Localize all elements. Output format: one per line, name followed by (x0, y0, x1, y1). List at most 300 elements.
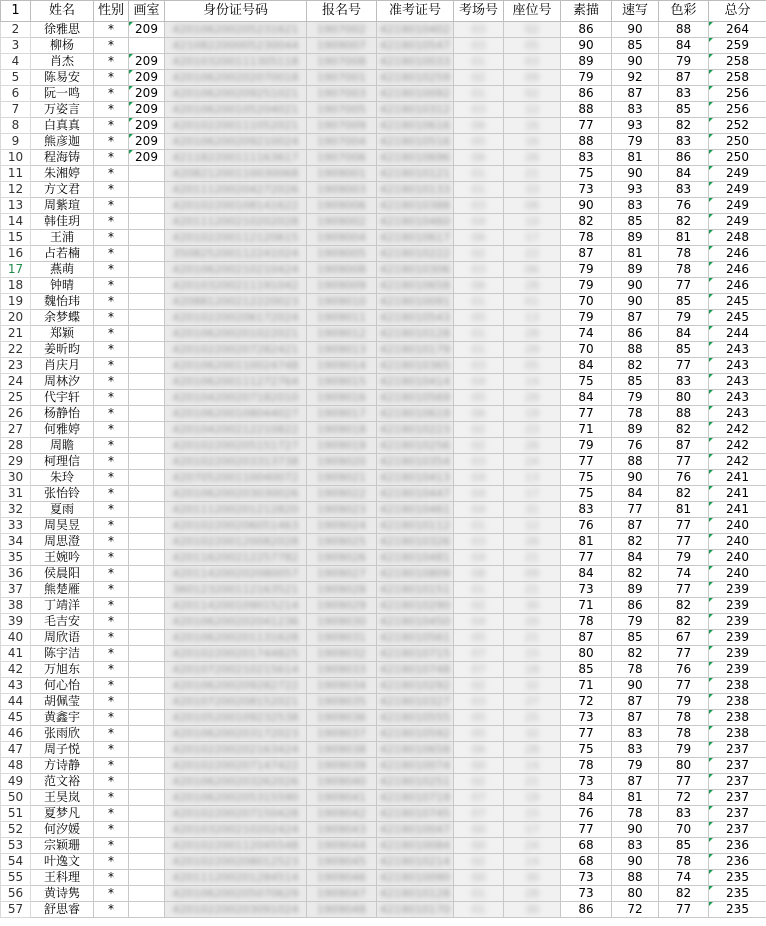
cell-admission-no[interactable] (377, 806, 454, 822)
cell-total[interactable]: 236 (709, 838, 766, 854)
cell-sex[interactable]: * (94, 342, 129, 358)
cell-studio[interactable]: 209 (129, 70, 165, 86)
cell-id-number[interactable] (165, 582, 307, 598)
cell-quick-sketch[interactable]: 83 (612, 726, 659, 742)
cell-exam-room[interactable] (454, 38, 504, 54)
cell-studio[interactable] (129, 438, 165, 454)
cell-sex[interactable]: * (94, 438, 129, 454)
cell-quick-sketch[interactable]: 78 (612, 406, 659, 422)
cell-seat-no[interactable] (504, 342, 561, 358)
cell-color[interactable]: 82 (659, 422, 709, 438)
cell-quick-sketch[interactable]: 87 (612, 518, 659, 534)
row-number[interactable]: 29 (1, 454, 31, 470)
cell-registration-no[interactable] (307, 758, 377, 774)
cell-id-number[interactable] (165, 566, 307, 582)
row-number[interactable]: 26 (1, 406, 31, 422)
cell-exam-room[interactable] (454, 534, 504, 550)
cell-admission-no[interactable] (377, 262, 454, 278)
cell-seat-no[interactable] (504, 134, 561, 150)
cell-seat-no[interactable] (504, 150, 561, 166)
cell-seat-no[interactable] (504, 102, 561, 118)
cell-quick-sketch[interactable]: 82 (612, 646, 659, 662)
cell-color[interactable]: 83 (659, 134, 709, 150)
cell-admission-no[interactable] (377, 358, 454, 374)
cell-sex[interactable]: * (94, 486, 129, 502)
cell-color[interactable]: 87 (659, 438, 709, 454)
cell-sketch[interactable]: 70 (561, 342, 612, 358)
cell-seat-no[interactable] (504, 438, 561, 454)
row-number[interactable]: 7 (1, 102, 31, 118)
cell-sketch[interactable]: 88 (561, 134, 612, 150)
cell-name[interactable]: 周紫瑄 (31, 198, 94, 214)
cell-registration-no[interactable] (307, 582, 377, 598)
cell-admission-no[interactable] (377, 38, 454, 54)
cell-registration-no[interactable] (307, 230, 377, 246)
cell-exam-room[interactable] (454, 406, 504, 422)
cell-exam-room[interactable] (454, 118, 504, 134)
cell-id-number[interactable] (165, 614, 307, 630)
cell-name[interactable]: 王科理 (31, 870, 94, 886)
cell-seat-no[interactable] (504, 758, 561, 774)
cell-sketch[interactable]: 84 (561, 566, 612, 582)
cell-registration-no[interactable] (307, 614, 377, 630)
row-number[interactable]: 51 (1, 806, 31, 822)
cell-exam-room[interactable] (454, 246, 504, 262)
cell-name[interactable]: 余梦蝶 (31, 310, 94, 326)
cell-studio[interactable] (129, 358, 165, 374)
cell-total[interactable]: 238 (709, 726, 766, 742)
row-number[interactable]: 40 (1, 630, 31, 646)
cell-exam-room[interactable] (454, 22, 504, 38)
cell-studio[interactable] (129, 758, 165, 774)
cell-registration-no[interactable] (307, 806, 377, 822)
cell-sex[interactable]: * (94, 294, 129, 310)
cell-studio[interactable] (129, 454, 165, 470)
cell-sketch[interactable]: 84 (561, 358, 612, 374)
cell-id-number[interactable] (165, 726, 307, 742)
cell-studio[interactable] (129, 678, 165, 694)
cell-seat-no[interactable] (504, 230, 561, 246)
cell-seat-no[interactable] (504, 886, 561, 902)
cell-exam-room[interactable] (454, 726, 504, 742)
row-number[interactable]: 23 (1, 358, 31, 374)
cell-quick-sketch[interactable]: 83 (612, 102, 659, 118)
cell-sketch[interactable]: 79 (561, 310, 612, 326)
cell-id-number[interactable] (165, 166, 307, 182)
cell-color[interactable]: 77 (659, 646, 709, 662)
cell-registration-no[interactable] (307, 598, 377, 614)
cell-registration-no[interactable] (307, 310, 377, 326)
cell-registration-no[interactable] (307, 38, 377, 54)
cell-admission-no[interactable] (377, 374, 454, 390)
cell-admission-no[interactable] (377, 454, 454, 470)
row-number[interactable]: 12 (1, 182, 31, 198)
cell-name[interactable]: 钟晴 (31, 278, 94, 294)
cell-exam-room[interactable] (454, 54, 504, 70)
cell-name[interactable]: 何汐媛 (31, 822, 94, 838)
cell-exam-room[interactable] (454, 310, 504, 326)
cell-registration-no[interactable] (307, 486, 377, 502)
cell-id-number[interactable] (165, 854, 307, 870)
cell-sex[interactable]: * (94, 102, 129, 118)
cell-quick-sketch[interactable]: 79 (612, 134, 659, 150)
cell-color[interactable]: 82 (659, 598, 709, 614)
cell-sketch[interactable]: 79 (561, 262, 612, 278)
cell-admission-no[interactable] (377, 902, 454, 918)
cell-seat-no[interactable] (504, 182, 561, 198)
cell-admission-no[interactable] (377, 102, 454, 118)
cell-registration-no[interactable] (307, 198, 377, 214)
cell-registration-no[interactable] (307, 902, 377, 918)
cell-studio[interactable] (129, 662, 165, 678)
cell-admission-no[interactable] (377, 678, 454, 694)
cell-total[interactable]: 238 (709, 678, 766, 694)
cell-seat-no[interactable] (504, 310, 561, 326)
cell-sketch[interactable]: 86 (561, 86, 612, 102)
cell-registration-no[interactable] (307, 678, 377, 694)
cell-registration-no[interactable] (307, 422, 377, 438)
cell-color[interactable]: 77 (659, 278, 709, 294)
col-header-id-number[interactable]: 身份证号码 (165, 1, 307, 22)
cell-exam-room[interactable] (454, 774, 504, 790)
cell-exam-room[interactable] (454, 374, 504, 390)
cell-quick-sketch[interactable]: 87 (612, 86, 659, 102)
cell-id-number[interactable] (165, 806, 307, 822)
cell-color[interactable]: 78 (659, 726, 709, 742)
cell-sex[interactable]: * (94, 502, 129, 518)
cell-color[interactable]: 77 (659, 454, 709, 470)
cell-sex[interactable]: * (94, 854, 129, 870)
cell-name[interactable]: 张怡铃 (31, 486, 94, 502)
cell-name[interactable]: 毛吉安 (31, 614, 94, 630)
cell-quick-sketch[interactable]: 84 (612, 550, 659, 566)
cell-admission-no[interactable] (377, 694, 454, 710)
cell-color[interactable]: 77 (659, 902, 709, 918)
cell-name[interactable]: 姜昕昀 (31, 342, 94, 358)
cell-studio[interactable] (129, 774, 165, 790)
cell-sex[interactable]: * (94, 198, 129, 214)
row-number[interactable]: 14 (1, 214, 31, 230)
cell-total[interactable]: 239 (709, 630, 766, 646)
cell-seat-no[interactable] (504, 646, 561, 662)
cell-seat-no[interactable] (504, 902, 561, 918)
cell-seat-no[interactable] (504, 678, 561, 694)
cell-seat-no[interactable] (504, 358, 561, 374)
cell-id-number[interactable] (165, 22, 307, 38)
cell-admission-no[interactable] (377, 486, 454, 502)
cell-exam-room[interactable] (454, 550, 504, 566)
cell-sketch[interactable]: 79 (561, 278, 612, 294)
cell-admission-no[interactable] (377, 310, 454, 326)
cell-color[interactable]: 77 (659, 358, 709, 374)
cell-seat-no[interactable] (504, 630, 561, 646)
cell-seat-no[interactable] (504, 86, 561, 102)
cell-total[interactable]: 242 (709, 454, 766, 470)
row-number[interactable]: 41 (1, 646, 31, 662)
cell-admission-no[interactable] (377, 726, 454, 742)
cell-admission-no[interactable] (377, 534, 454, 550)
cell-color[interactable]: 67 (659, 630, 709, 646)
cell-admission-no[interactable] (377, 118, 454, 134)
row-number[interactable]: 18 (1, 278, 31, 294)
cell-seat-no[interactable] (504, 614, 561, 630)
col-header-sketch[interactable]: 素描 (561, 1, 612, 22)
cell-color[interactable]: 88 (659, 22, 709, 38)
cell-admission-no[interactable] (377, 86, 454, 102)
cell-color[interactable]: 83 (659, 182, 709, 198)
cell-name[interactable]: 张雨欣 (31, 726, 94, 742)
cell-total[interactable]: 249 (709, 166, 766, 182)
cell-exam-room[interactable] (454, 886, 504, 902)
cell-sex[interactable]: * (94, 118, 129, 134)
cell-sex[interactable]: * (94, 822, 129, 838)
row-number[interactable]: 45 (1, 710, 31, 726)
cell-color[interactable]: 77 (659, 678, 709, 694)
cell-color[interactable]: 76 (659, 470, 709, 486)
cell-sketch[interactable]: 71 (561, 598, 612, 614)
cell-exam-room[interactable] (454, 646, 504, 662)
cell-total[interactable]: 239 (709, 582, 766, 598)
cell-color[interactable]: 88 (659, 406, 709, 422)
cell-name[interactable]: 柯理信 (31, 454, 94, 470)
cell-name[interactable]: 夏雨 (31, 502, 94, 518)
cell-color[interactable]: 82 (659, 886, 709, 902)
cell-registration-no[interactable] (307, 502, 377, 518)
cell-admission-no[interactable] (377, 550, 454, 566)
cell-studio[interactable] (129, 326, 165, 342)
cell-name[interactable]: 万姿言 (31, 102, 94, 118)
cell-sketch[interactable]: 74 (561, 326, 612, 342)
cell-color[interactable]: 82 (659, 118, 709, 134)
cell-color[interactable]: 79 (659, 54, 709, 70)
cell-sex[interactable]: * (94, 710, 129, 726)
cell-exam-room[interactable] (454, 182, 504, 198)
row-number[interactable]: 35 (1, 550, 31, 566)
cell-studio[interactable] (129, 646, 165, 662)
row-number[interactable]: 9 (1, 134, 31, 150)
row-number[interactable]: 27 (1, 422, 31, 438)
cell-total[interactable]: 252 (709, 118, 766, 134)
cell-seat-no[interactable] (504, 214, 561, 230)
row-number[interactable]: 44 (1, 694, 31, 710)
cell-studio[interactable] (129, 710, 165, 726)
cell-sex[interactable]: * (94, 38, 129, 54)
cell-registration-no[interactable] (307, 710, 377, 726)
cell-color[interactable]: 86 (659, 150, 709, 166)
cell-quick-sketch[interactable]: 82 (612, 358, 659, 374)
cell-quick-sketch[interactable]: 92 (612, 70, 659, 86)
cell-sex[interactable]: * (94, 518, 129, 534)
cell-sketch[interactable]: 83 (561, 502, 612, 518)
cell-admission-no[interactable] (377, 294, 454, 310)
cell-exam-room[interactable] (454, 166, 504, 182)
cell-color[interactable]: 82 (659, 614, 709, 630)
cell-sex[interactable]: * (94, 150, 129, 166)
cell-exam-room[interactable] (454, 262, 504, 278)
cell-studio[interactable] (129, 406, 165, 422)
row-number[interactable]: 19 (1, 294, 31, 310)
cell-studio[interactable] (129, 614, 165, 630)
cell-exam-room[interactable] (454, 230, 504, 246)
cell-color[interactable]: 77 (659, 774, 709, 790)
cell-total[interactable]: 258 (709, 54, 766, 70)
cell-id-number[interactable] (165, 70, 307, 86)
cell-registration-no[interactable] (307, 374, 377, 390)
cell-admission-no[interactable] (377, 582, 454, 598)
cell-total[interactable]: 243 (709, 358, 766, 374)
cell-admission-no[interactable] (377, 646, 454, 662)
cell-studio[interactable] (129, 470, 165, 486)
cell-registration-no[interactable] (307, 470, 377, 486)
cell-sketch[interactable]: 73 (561, 710, 612, 726)
cell-total[interactable]: 259 (709, 38, 766, 54)
cell-admission-no[interactable] (377, 198, 454, 214)
cell-admission-no[interactable] (377, 710, 454, 726)
cell-sketch[interactable]: 78 (561, 230, 612, 246)
cell-admission-no[interactable] (377, 278, 454, 294)
cell-studio[interactable] (129, 166, 165, 182)
cell-exam-room[interactable] (454, 198, 504, 214)
cell-admission-no[interactable] (377, 166, 454, 182)
cell-exam-room[interactable] (454, 278, 504, 294)
cell-exam-room[interactable] (454, 806, 504, 822)
cell-seat-no[interactable] (504, 278, 561, 294)
cell-sketch[interactable]: 76 (561, 806, 612, 822)
cell-registration-no[interactable] (307, 550, 377, 566)
cell-quick-sketch[interactable]: 90 (612, 678, 659, 694)
cell-seat-no[interactable] (504, 502, 561, 518)
cell-sketch[interactable]: 90 (561, 198, 612, 214)
cell-sex[interactable]: * (94, 566, 129, 582)
cell-admission-no[interactable] (377, 790, 454, 806)
cell-name[interactable]: 黄鑫宇 (31, 710, 94, 726)
cell-exam-room[interactable] (454, 710, 504, 726)
cell-color[interactable]: 76 (659, 198, 709, 214)
cell-studio[interactable] (129, 838, 165, 854)
cell-sex[interactable]: * (94, 54, 129, 70)
cell-sex[interactable]: * (94, 886, 129, 902)
cell-studio[interactable] (129, 790, 165, 806)
cell-color[interactable]: 83 (659, 374, 709, 390)
cell-seat-no[interactable] (504, 774, 561, 790)
cell-admission-no[interactable] (377, 70, 454, 86)
cell-studio[interactable] (129, 630, 165, 646)
cell-admission-no[interactable] (377, 838, 454, 854)
cell-seat-no[interactable] (504, 294, 561, 310)
cell-registration-no[interactable] (307, 278, 377, 294)
cell-seat-no[interactable] (504, 838, 561, 854)
cell-studio[interactable] (129, 726, 165, 742)
cell-registration-no[interactable] (307, 246, 377, 262)
cell-registration-no[interactable] (307, 118, 377, 134)
cell-quick-sketch[interactable]: 90 (612, 166, 659, 182)
cell-name[interactable]: 肖杰 (31, 54, 94, 70)
cell-registration-no[interactable] (307, 262, 377, 278)
row-number[interactable]: 11 (1, 166, 31, 182)
col-header-exam-room[interactable]: 考场号 (454, 1, 504, 22)
cell-registration-no[interactable] (307, 70, 377, 86)
cell-sex[interactable]: * (94, 726, 129, 742)
cell-id-number[interactable] (165, 150, 307, 166)
cell-id-number[interactable] (165, 54, 307, 70)
cell-studio[interactable] (129, 822, 165, 838)
cell-id-number[interactable] (165, 422, 307, 438)
cell-name[interactable]: 程海铸 (31, 150, 94, 166)
cell-color[interactable]: 85 (659, 102, 709, 118)
cell-color[interactable]: 85 (659, 838, 709, 854)
row-number[interactable]: 48 (1, 758, 31, 774)
row-number[interactable]: 5 (1, 70, 31, 86)
cell-quick-sketch[interactable]: 79 (612, 758, 659, 774)
cell-registration-no[interactable] (307, 406, 377, 422)
cell-registration-no[interactable] (307, 854, 377, 870)
cell-id-number[interactable] (165, 342, 307, 358)
cell-studio[interactable] (129, 390, 165, 406)
cell-registration-no[interactable] (307, 838, 377, 854)
cell-sex[interactable]: * (94, 534, 129, 550)
row-number[interactable]: 49 (1, 774, 31, 790)
cell-sketch[interactable]: 82 (561, 214, 612, 230)
cell-name[interactable]: 朱湘婷 (31, 166, 94, 182)
cell-id-number[interactable] (165, 134, 307, 150)
cell-total[interactable]: 249 (709, 182, 766, 198)
cell-name[interactable]: 何雅婷 (31, 422, 94, 438)
cell-quick-sketch[interactable]: 83 (612, 838, 659, 854)
cell-quick-sketch[interactable]: 88 (612, 454, 659, 470)
cell-sketch[interactable]: 86 (561, 22, 612, 38)
col-header-color[interactable]: 色彩 (659, 1, 709, 22)
cell-exam-room[interactable] (454, 390, 504, 406)
cell-registration-no[interactable] (307, 774, 377, 790)
cell-studio[interactable]: 209 (129, 134, 165, 150)
cell-registration-no[interactable] (307, 214, 377, 230)
row-number[interactable]: 21 (1, 326, 31, 342)
cell-total[interactable]: 235 (709, 902, 766, 918)
cell-quick-sketch[interactable]: 90 (612, 822, 659, 838)
cell-registration-no[interactable] (307, 134, 377, 150)
cell-sex[interactable]: * (94, 742, 129, 758)
cell-sex[interactable]: * (94, 422, 129, 438)
cell-admission-no[interactable] (377, 742, 454, 758)
cell-id-number[interactable] (165, 262, 307, 278)
cell-seat-no[interactable] (504, 534, 561, 550)
cell-admission-no[interactable] (377, 342, 454, 358)
cell-quick-sketch[interactable]: 90 (612, 54, 659, 70)
cell-quick-sketch[interactable]: 79 (612, 390, 659, 406)
cell-studio[interactable] (129, 550, 165, 566)
cell-admission-no[interactable] (377, 854, 454, 870)
cell-sex[interactable]: * (94, 214, 129, 230)
cell-registration-no[interactable] (307, 822, 377, 838)
cell-total[interactable]: 250 (709, 150, 766, 166)
cell-total[interactable]: 239 (709, 614, 766, 630)
cell-sketch[interactable]: 73 (561, 774, 612, 790)
cell-studio[interactable]: 209 (129, 118, 165, 134)
cell-sex[interactable]: * (94, 182, 129, 198)
cell-exam-room[interactable] (454, 790, 504, 806)
cell-color[interactable]: 84 (659, 326, 709, 342)
cell-id-number[interactable] (165, 758, 307, 774)
cell-studio[interactable] (129, 294, 165, 310)
cell-total[interactable]: 243 (709, 390, 766, 406)
cell-studio[interactable]: 209 (129, 86, 165, 102)
cell-sketch[interactable]: 81 (561, 534, 612, 550)
row-number[interactable]: 33 (1, 518, 31, 534)
cell-quick-sketch[interactable]: 82 (612, 534, 659, 550)
cell-studio[interactable] (129, 582, 165, 598)
cell-admission-no[interactable] (377, 22, 454, 38)
row-number[interactable]: 15 (1, 230, 31, 246)
